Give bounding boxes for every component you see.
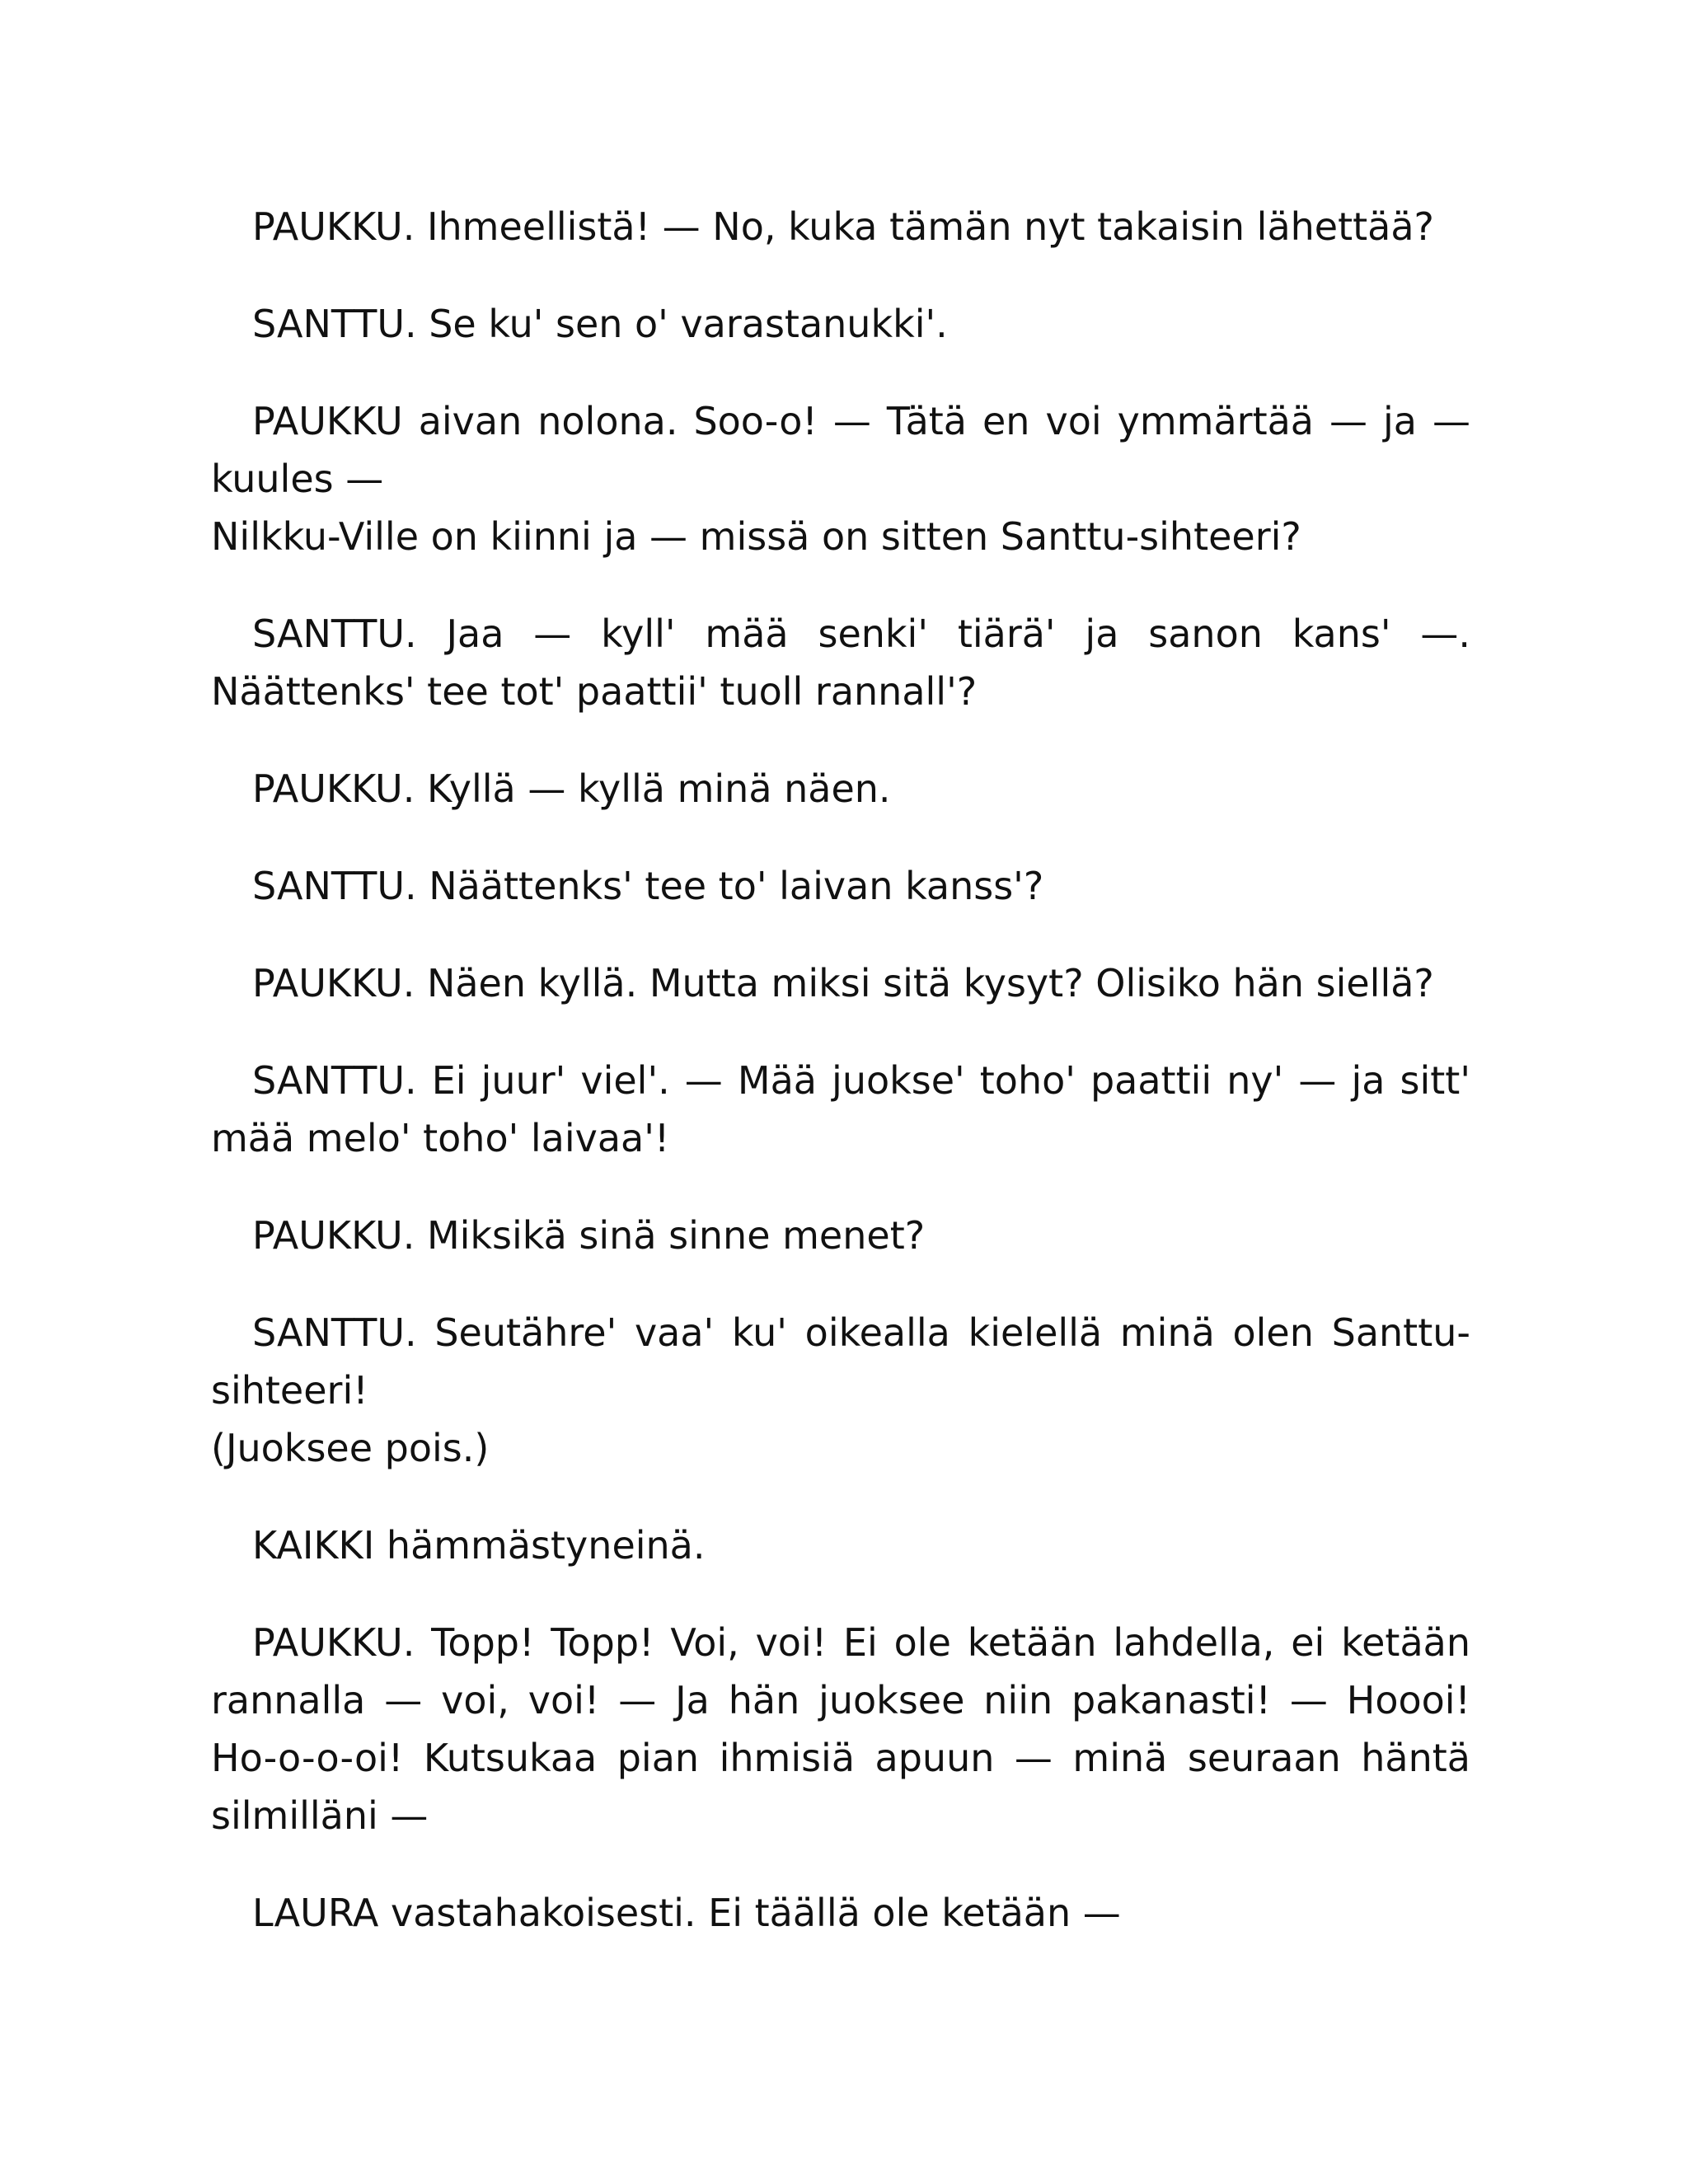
paragraph-text: PAUKKU. Näen kyllä. Mutta miksi sitä kysyt? Olisiko hän siellä? (252, 961, 1434, 1005)
dialogue-paragraph (211, 1207, 1470, 1264)
dialogue-paragraph (211, 392, 1470, 565)
stage-direction: (Juoksee pois.) (211, 1426, 490, 1470)
dialogue-paragraph (211, 1884, 1470, 1942)
paragraph-text: LAURA vastahakoisesti. Ei täällä ole ketään — (252, 1891, 1121, 1935)
paragraph-text: SANTTU. Se ku' sen o' varastanukki'. (252, 302, 948, 346)
paragraph-text: SANTTU. Jaa — kyll' mää senki' tiärä' ja sanon kans' —. Näättenks' tee tot' paattii' tuoll rannall'? (211, 612, 1470, 714)
dialogue-paragraph (211, 954, 1470, 1012)
paragraph-text: PAUKKU aivan nolona. Soo-o! — Tätä en voi ymmärtää — ja — kuules — (211, 399, 1470, 501)
dialogue-paragraph (211, 1304, 1470, 1477)
paragraph-text: SANTTU. Seutähre' vaa' ku' oikealla kielellä minä olen Santtu-sihteeri! (211, 1310, 1470, 1413)
dialogue-paragraph (211, 760, 1470, 818)
paragraph-text: KAIKKI hämmästyneinä. (252, 1523, 706, 1568)
dialogue-paragraph (211, 1052, 1470, 1167)
dialogue-paragraph (211, 198, 1470, 255)
paragraph-text: PAUKKU. Miksikä sinä sinne menet? (252, 1213, 926, 1258)
dialogue-paragraph (211, 857, 1470, 915)
dialogue-paragraph (211, 605, 1470, 720)
dialogue-paragraph (211, 295, 1470, 353)
paragraph-text: SANTTU. Ei juur' viel'. — Mää juokse' toho' paattii ny' — ja sitt' mää melo' toho' laivaa'! (211, 1058, 1470, 1160)
dialogue-paragraph (211, 1516, 1470, 1574)
paragraph-continuation: Nilkku-Ville on kiinni ja — missä on sitten Santtu-sihteeri? (211, 514, 1301, 559)
paragraph-text: PAUKKU. Ihmeellistä! — No, kuka tämän nyt takaisin lähettää? (252, 204, 1434, 249)
dialogue-paragraph (211, 1614, 1470, 1844)
paragraph-text: PAUKKU. Topp! Topp! Voi, voi! Ei ole ketään lahdella, ei ketään rannalla — voi, voi! — Ja hän juoksee niin pakanasti! — Hoooi! Ho-o-o-oi! Kutsukaa pian ihmisiä apuun — minä seuraan häntä silmilläni — (211, 1620, 1470, 1838)
paragraph-text: SANTTU. Näättenks' tee to' laivan kanss'? (252, 864, 1044, 908)
dialogue-text (211, 198, 1470, 1981)
paragraph-text: PAUKKU. Kyllä — kyllä minä näen. (252, 766, 891, 811)
